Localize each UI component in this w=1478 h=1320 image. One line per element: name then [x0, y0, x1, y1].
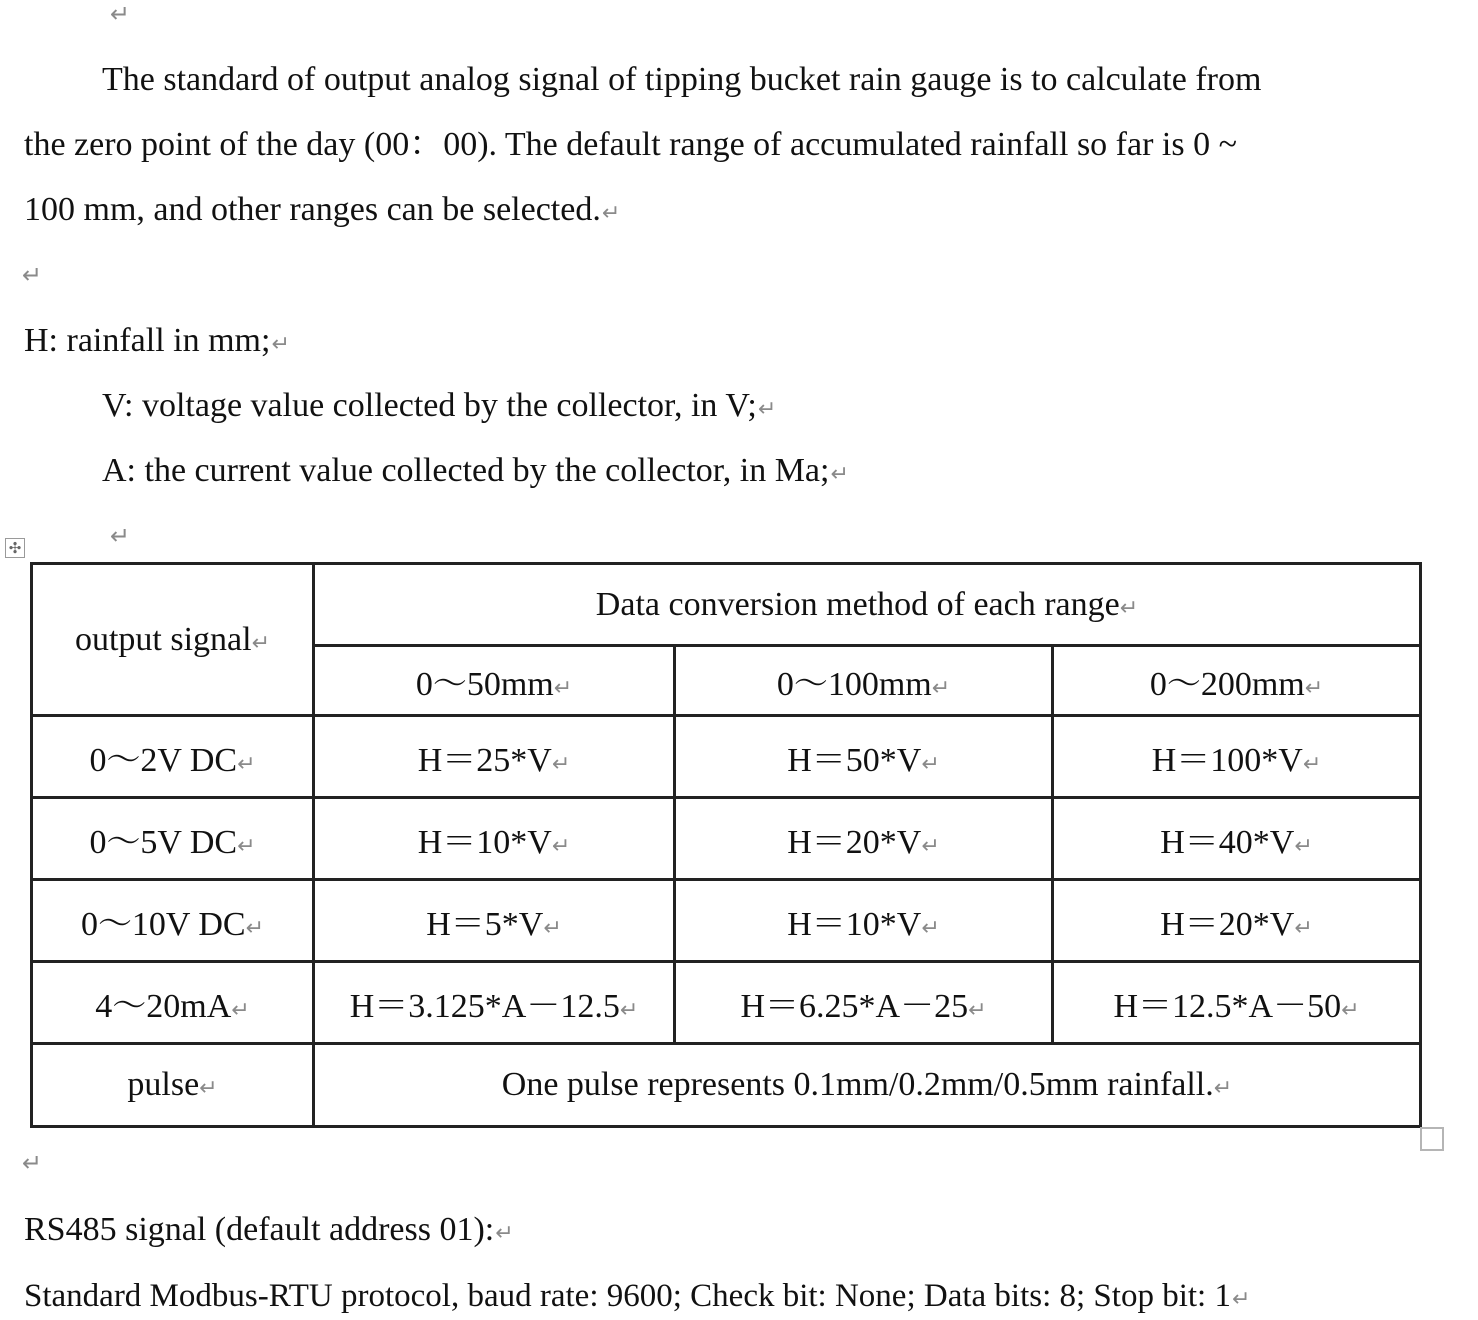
cell-mark: ↵ [237, 752, 256, 777]
paragraph-mark: ↵ [601, 201, 621, 226]
formula-cell: H＝20*V↵ [675, 798, 1053, 880]
range-header: 0～200mm↵ [1053, 646, 1421, 716]
conversion-group-header: Data conversion method of each range↵ [314, 564, 1421, 646]
cell-mark: ↵ [931, 676, 951, 701]
formula-cell: H＝5*V↵ [314, 880, 675, 962]
paragraph-mark: ↵ [757, 397, 777, 422]
output-signal-header: output signal↵ [32, 564, 314, 716]
cell-mark: ↵ [543, 916, 562, 941]
formula-cell: H＝100*V↵ [1053, 716, 1421, 798]
paragraph-mark: ↵ [110, 522, 131, 550]
cell-mark: ↵ [1302, 752, 1322, 777]
pulse-description-cell: One pulse represents 0.1mm/0.2mm/0.5mm rainfall.↵ [314, 1044, 1421, 1127]
cell-mark: ↵ [1294, 834, 1313, 859]
intro-line-3: 100 mm, and other ranges can be selected.↵ [24, 191, 621, 228]
range-header: 0～100mm↵ [675, 646, 1053, 716]
intro-line-1: The standard of output analog signal of tipping bucket rain gauge is to calculate from [102, 61, 1262, 98]
intro-line-2: the zero point of the day (00：00). The default range of accumulated rainfall so far is 0 ~ [24, 126, 1237, 163]
cell-mark: ↵ [1119, 595, 1139, 621]
cell-mark: ↵ [551, 752, 571, 777]
definition-v: V: voltage value collected by the collector, in V;↵ [102, 387, 777, 424]
cell-mark: ↵ [1213, 1076, 1233, 1101]
conversion-table [30, 562, 1422, 1128]
signal-cell: 0～5V DC↵ [32, 798, 314, 880]
paragraph-mark: ↵ [830, 462, 849, 487]
formula-cell: H＝40*V↵ [1053, 798, 1421, 880]
cell-mark: ↵ [231, 998, 250, 1023]
paragraph-mark: ↵ [22, 261, 43, 289]
paragraph-mark: ↵ [271, 332, 290, 357]
cell-mark: ↵ [1341, 998, 1360, 1023]
table-row [32, 798, 1421, 880]
table-row [32, 1044, 1421, 1127]
formula-cell: H＝3.125*A－12.5↵ [314, 962, 675, 1044]
formula-cell: H＝10*V↵ [675, 880, 1053, 962]
signal-cell: 0～2V DC↵ [32, 716, 314, 798]
cell-mark: ↵ [237, 834, 256, 859]
cell-mark: ↵ [968, 998, 987, 1023]
cell-mark: ↵ [199, 1076, 218, 1101]
cell-mark: ↵ [553, 676, 573, 701]
cell-mark: ↵ [921, 916, 940, 941]
signal-cell: 0～10V DC↵ [32, 880, 314, 962]
table-resize-handle[interactable] [1420, 1127, 1444, 1151]
cell-mark: ↵ [921, 752, 940, 777]
cell-mark: ↵ [1304, 676, 1324, 701]
formula-cell: H＝50*V↵ [675, 716, 1053, 798]
definition-a: A: the current value collected by the collector, in Ma;↵ [102, 452, 849, 489]
rs485-title: RS485 signal (default address 01):↵ [24, 1211, 514, 1248]
table-row [32, 962, 1421, 1044]
cell-mark: ↵ [619, 998, 639, 1023]
formula-cell: H＝6.25*A－25↵ [675, 962, 1053, 1044]
formula-cell: H＝20*V↵ [1053, 880, 1421, 962]
table-row [32, 880, 1421, 962]
cell-mark: ↵ [1294, 916, 1313, 941]
formula-cell: H＝25*V↵ [314, 716, 675, 798]
cell-mark: ↵ [251, 630, 271, 656]
signal-cell: 4～20mA↵ [32, 962, 314, 1044]
pulse-signal-cell: pulse↵ [32, 1044, 314, 1127]
formula-cell: H＝10*V↵ [314, 798, 675, 880]
paragraph-mark: ↵ [495, 1221, 514, 1246]
cell-mark: ↵ [245, 916, 265, 941]
cell-mark: ↵ [921, 834, 940, 859]
range-header: 0～50mm↵ [314, 646, 675, 716]
paragraph-mark: ↵ [1231, 1287, 1251, 1312]
table-row [32, 716, 1421, 798]
formula-cell: H＝12.5*A－50↵ [1053, 962, 1421, 1044]
cell-mark: ↵ [551, 834, 571, 859]
definition-h: H: rainfall in mm;↵ [24, 322, 290, 359]
paragraph-mark: ↵ [22, 1149, 43, 1177]
paragraph-mark: ↵ [110, 0, 131, 28]
table-move-handle-icon[interactable]: ✣ [5, 538, 25, 558]
rs485-protocol: Standard Modbus-RTU protocol, baud rate: 9600; Check bit: None; Data bits: 8; Stop bit: 1↵ [24, 1278, 1251, 1314]
